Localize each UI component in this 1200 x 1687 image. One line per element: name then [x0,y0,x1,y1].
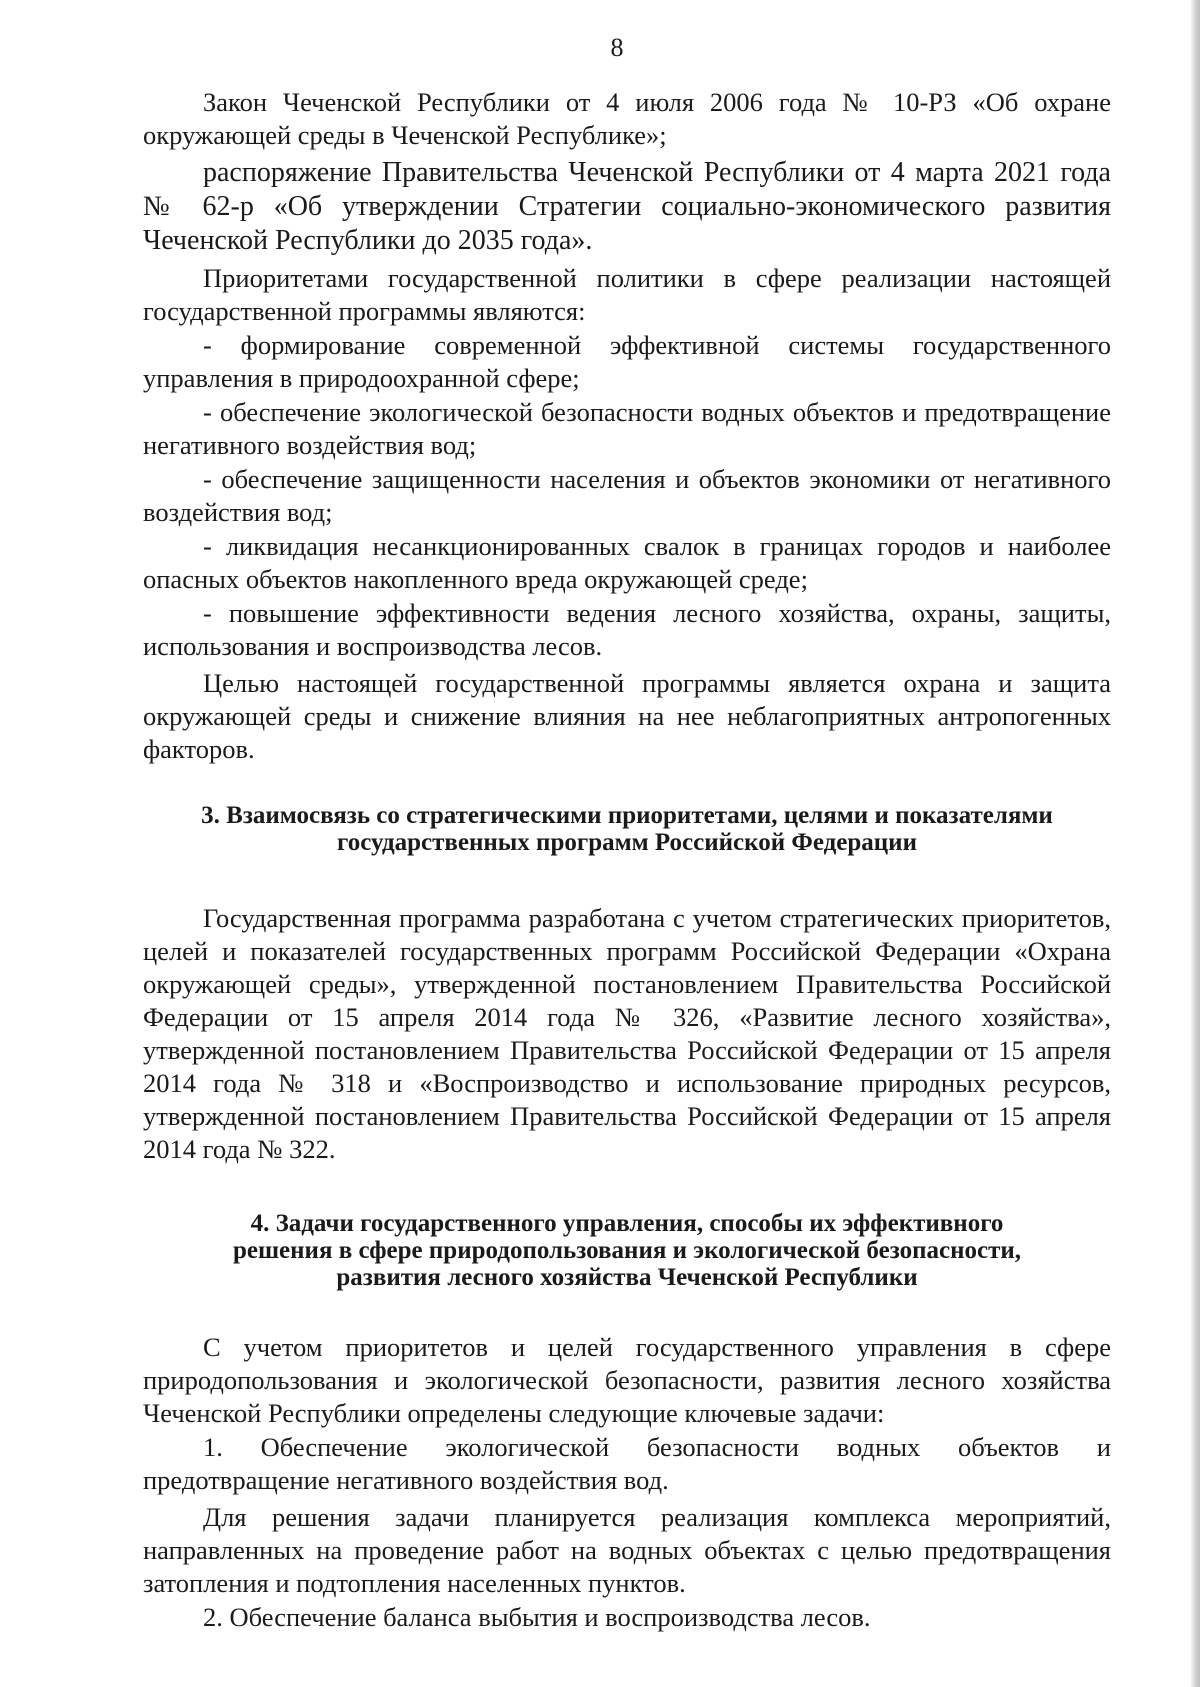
section-4-heading-line-3: развития лесного хозяйства Чеченской Республики [336,1264,918,1291]
list-item-priority-3: - обеспечение защищенности населения и объектов экономики от негативного воздействия вод; [143,464,1111,527]
section-4-task-2: 2. Обеспечение баланса выбытия и воспроизводства лесов. [203,1602,871,1632]
section-3-paragraph: Государственная программа разработана с учетом стратегических приоритетов, целей и показателей государственных программ Российской Федерации «Охрана окружающей среды», утвержденной постановлением Правительства Российской Федерации от 15 апреля 2014 года № 326, «Развитие лесного хозяйства», утвержденной постановлением Правительства Российской Федерации от 15 апреля 2014 года № 318 и «Воспроизводство и использование природных ресурсов, утвержденной постановлением Правительства Российской Федерации от 15 апреля 2014 года № 322. [143,903,1111,1164]
section-4-heading [143,1210,1111,1291]
section-4-task-1: 1. Обеспечение экологической безопасности водных объектов и предотвращение негативного воздействия вод. [143,1432,1111,1495]
list-item-priority-2: - обеспечение экологической безопасности водных объектов и предотвращение негативного воздействия вод; [143,397,1111,460]
paragraph-government-order: распоряжение Правительства Чеченской Республики от 4 марта 2021 года № 62-р «Об утверждении Стратегии социально-экономического развития Чеченской Республики до 2035 года». [143,157,1111,256]
paragraph-program-goal: Целью настоящей государственной программы является охрана и защита окружающей среды и снижение влияния на нее неблагоприятных антропогенных факторов. [143,668,1111,764]
section-4-heading-line-2: решения в сфере природопользования и экологической безопасности, [232,1237,1022,1264]
list-item-priority-1: - формирование современной эффективной системы государственного управления в природоохранной сфере; [143,330,1111,393]
list-item-priority-5: - повышение эффективности ведения лесного хозяйства, охраны, защиты, использования и воспроизводства лесов. [143,598,1111,661]
scan-page-edge [1190,0,1200,1687]
document-page [143,28,1111,1635]
paragraph-priorities-intro: Приоритетами государственной политики в сфере реализации настоящей государственной программы являются: [143,263,1111,326]
section-4-heading-line-1: 4. Задачи государственного управления, способы их эффективного [250,1210,1004,1237]
section-3-heading-line-1: 3. Взаимосвязь со стратегическими приоритетами, целями и показателями [201,802,1053,829]
section-4-task-1-measures: Для решения задачи планируется реализация комплекса мероприятий, направленных на проведение работ на водных объектах с целью предотвращения затопления и подтопления населенных пунктов. [143,1502,1111,1598]
list-item-priority-4: - ликвидация несанкционированных свалок в границах городов и наиболее опасных объектов накопленного вреда окружающей среде; [143,531,1111,594]
paragraph-law-reference: Закон Чеченской Республики от 4 июля 2006 года № 10-РЗ «Об охране окружающей среды в Чеченской Республике»; [143,87,1111,150]
section-3-heading-line-2: государственных программ Российской Федерации [337,829,917,856]
page-number: 8 [610,33,624,62]
section-4-paragraph-intro: С учетом приоритетов и целей государственного управления в сфере природопользования и экологической безопасности, развития лесного хозяйства Чеченской Республики определены следующие ключевые задачи: [143,1332,1111,1428]
section-3-heading [143,802,1111,856]
